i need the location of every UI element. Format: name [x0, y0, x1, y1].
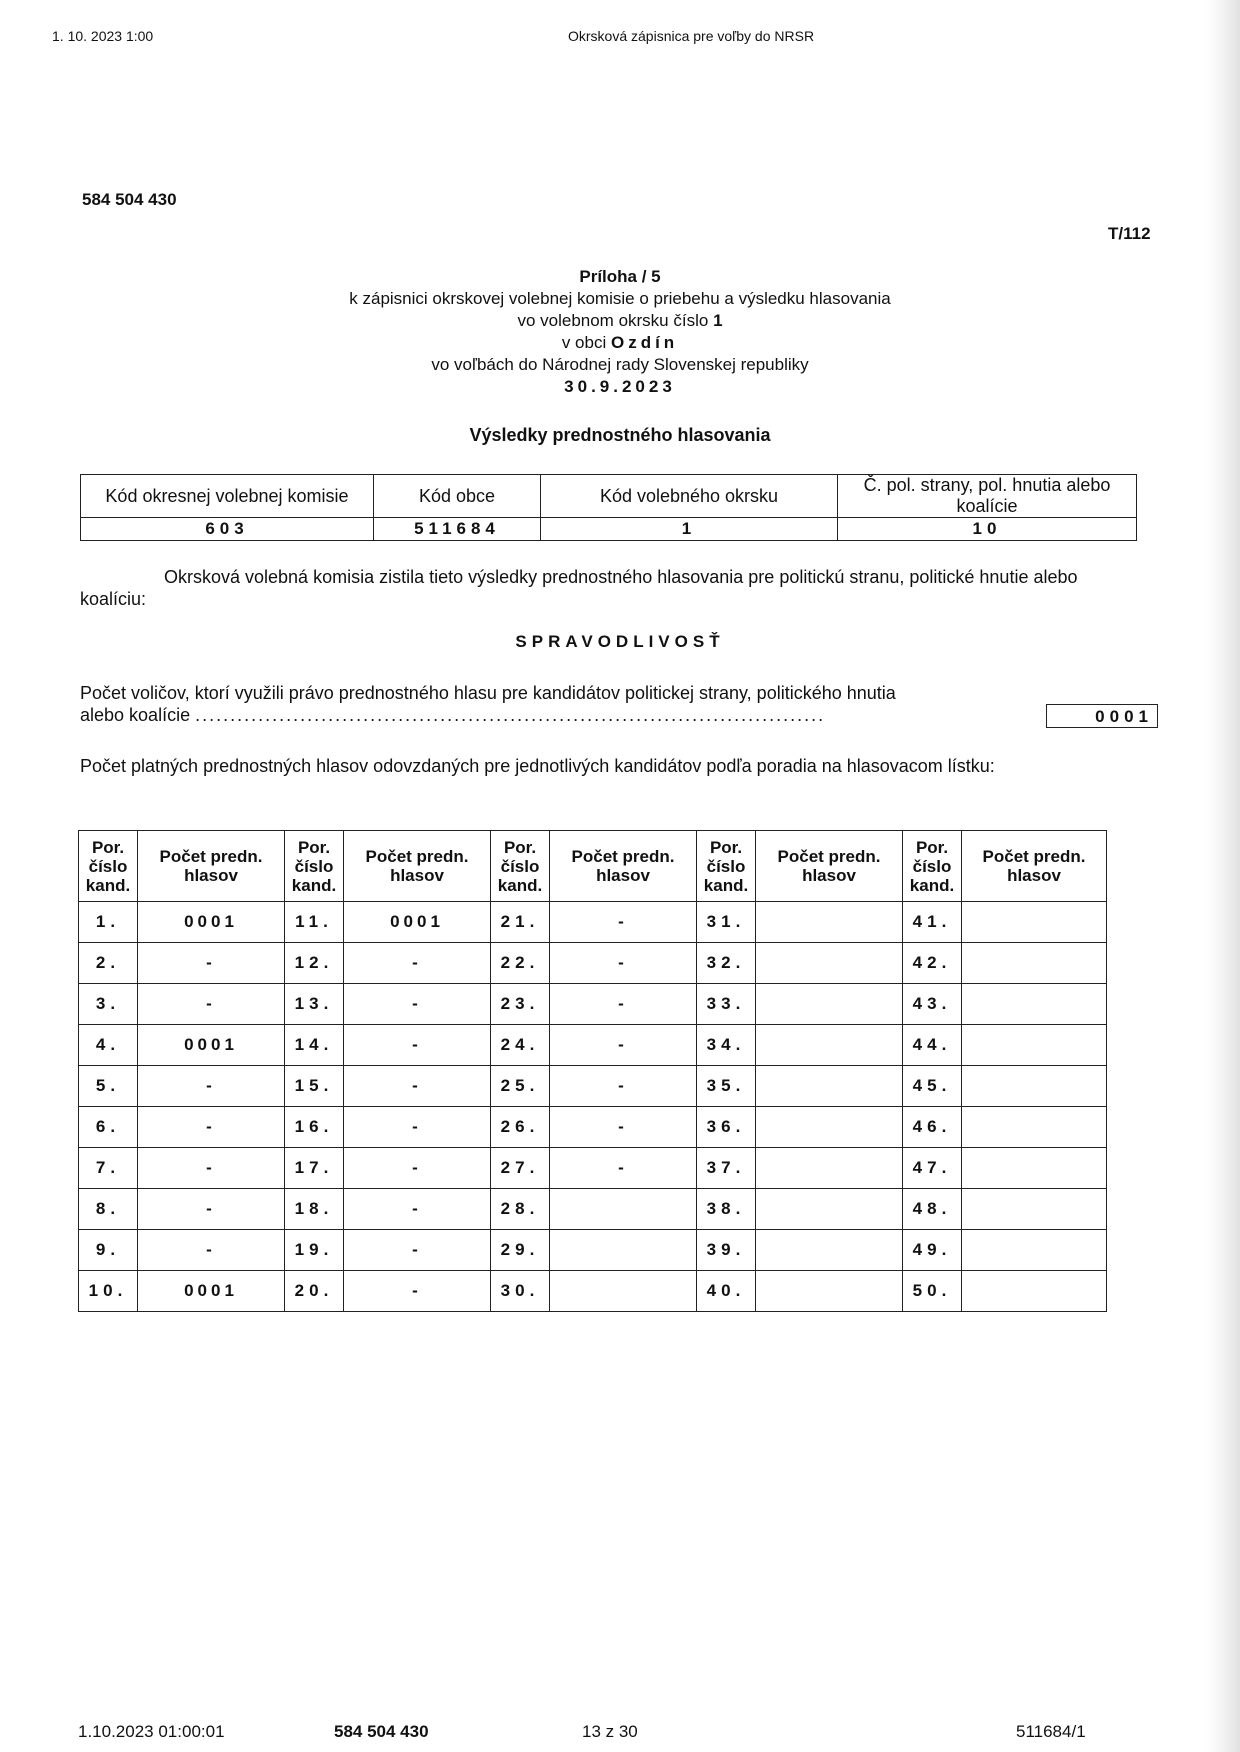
- candidate-number: 33.: [697, 984, 756, 1025]
- candidate-votes: -: [344, 943, 491, 984]
- table-row: [79, 984, 1107, 1025]
- candidate-votes: -: [550, 1066, 697, 1107]
- candidate-number: 30.: [491, 1271, 550, 1312]
- candidate-number: 5.: [79, 1066, 138, 1107]
- candidate-votes: -: [550, 1148, 697, 1189]
- candidate-number: 16.: [285, 1107, 344, 1148]
- candidate-votes: -: [344, 984, 491, 1025]
- header-candidate-number-line: Por.: [297, 837, 331, 857]
- candidate-number: 32.: [697, 943, 756, 984]
- candidate-votes: -: [138, 1230, 285, 1271]
- candidate-votes: -: [550, 902, 697, 943]
- candidate-votes: [962, 1148, 1107, 1189]
- header-preferential-votes: [344, 831, 491, 902]
- header-candidate-number-line: kand.: [909, 875, 955, 895]
- header-preferential-votes: [962, 831, 1107, 902]
- candidate-votes: 0001: [138, 902, 285, 943]
- voters-line-2: [80, 704, 1010, 726]
- candidate-number: 25.: [491, 1066, 550, 1107]
- header-preferential-votes-line: hlasov: [802, 866, 856, 885]
- candidate-votes: 0001: [138, 1025, 285, 1066]
- header-timestamp: 1. 10. 2023 1:00: [52, 28, 154, 44]
- candidate-votes: [962, 1189, 1107, 1230]
- header-candidate-number-line: Por.: [503, 837, 537, 857]
- table-row: [79, 1025, 1107, 1066]
- candidate-votes: -: [344, 1271, 491, 1312]
- table-row: [79, 1148, 1107, 1189]
- header-candidate-number-line: kand.: [703, 875, 749, 895]
- header-preferential-votes-line: hlasov: [390, 866, 444, 885]
- header-preferential-votes-line: hlasov: [184, 866, 238, 885]
- candidate-number: 1.: [79, 902, 138, 943]
- candidates-body: [79, 902, 1107, 1312]
- candidate-number: 24.: [491, 1025, 550, 1066]
- footer-page-number: 13 z 30: [582, 1722, 638, 1741]
- candidate-number: 15.: [285, 1066, 344, 1107]
- candidate-number: 34.: [697, 1025, 756, 1066]
- candidate-number: 13.: [285, 984, 344, 1025]
- candidate-number: 31.: [697, 902, 756, 943]
- header-candidate-number: [285, 831, 344, 902]
- header-candidate-number-line: číslo: [706, 856, 746, 876]
- candidate-votes: -: [550, 1025, 697, 1066]
- district-number: 1: [713, 311, 723, 330]
- voters-line-1: Počet voličov, ktorí využili právo prednostného hlasu pre kandidátov politickej strany, politického hnutia: [80, 683, 896, 703]
- candidate-number: 41.: [903, 902, 962, 943]
- candidate-votes: [756, 1107, 903, 1148]
- candidate-number: 44.: [903, 1025, 962, 1066]
- candidate-votes: [756, 1148, 903, 1189]
- candidate-number: 14.: [285, 1025, 344, 1066]
- candidate-votes: [756, 902, 903, 943]
- header-preferential-votes-line: Počet predn.: [777, 847, 881, 866]
- candidate-number: 7.: [79, 1148, 138, 1189]
- candidate-votes: [962, 1025, 1107, 1066]
- candidate-votes: [550, 1271, 697, 1312]
- codes-header-party-number: Č. pol. strany, pol. hnutia alebo koalície: [838, 475, 1137, 518]
- footer-document-code: 584 504 430: [334, 1722, 429, 1741]
- header-candidate-number-line: Por.: [915, 837, 949, 857]
- candidate-votes: 0001: [138, 1271, 285, 1312]
- table-row: [79, 1189, 1107, 1230]
- candidate-votes: [756, 1230, 903, 1271]
- voters-line-2-text: alebo koalície: [80, 705, 191, 725]
- candidate-number: 40.: [697, 1271, 756, 1312]
- candidate-votes: -: [138, 1066, 285, 1107]
- candidate-votes: [550, 1189, 697, 1230]
- header-candidate-number-line: kand.: [85, 875, 131, 895]
- candidate-number: 6.: [79, 1107, 138, 1148]
- header-preferential-votes-line: hlasov: [596, 866, 650, 885]
- table-row: [79, 902, 1107, 943]
- votes-intro: Počet platných prednostných hlasov odovzdaných pre jednotlivých kandidátov podľa poradia na hlasovacom lístku:: [80, 756, 995, 776]
- header-preferential-votes-line: hlasov: [1007, 866, 1061, 885]
- candidate-votes: -: [344, 1230, 491, 1271]
- header-preferential-votes-line: Počet predn.: [365, 847, 469, 866]
- candidate-votes: -: [138, 984, 285, 1025]
- candidate-number: 47.: [903, 1148, 962, 1189]
- title-line-4: [0, 332, 1240, 354]
- candidate-number: 26.: [491, 1107, 550, 1148]
- candidate-number: 50.: [903, 1271, 962, 1312]
- header-preferential-votes: [138, 831, 285, 902]
- candidate-votes: [962, 1271, 1107, 1312]
- candidate-number: 19.: [285, 1230, 344, 1271]
- header-preferential-votes-line: Počet predn.: [571, 847, 675, 866]
- candidate-votes: [756, 1066, 903, 1107]
- election-date: 30.9.2023: [564, 377, 676, 396]
- municipality-label: v obci: [561, 333, 607, 352]
- candidate-votes: -: [138, 1189, 285, 1230]
- candidate-votes: -: [550, 943, 697, 984]
- candidate-number: 11.: [285, 902, 344, 943]
- candidate-votes: [756, 1271, 903, 1312]
- section-subtitle: Výsledky prednostného hlasovania: [469, 425, 771, 445]
- candidate-number: 4.: [79, 1025, 138, 1066]
- candidate-votes: -: [550, 984, 697, 1025]
- candidate-number: 20.: [285, 1271, 344, 1312]
- candidates-table: [78, 830, 1107, 1312]
- candidate-number: 37.: [697, 1148, 756, 1189]
- candidate-number: 35.: [697, 1066, 756, 1107]
- candidate-votes: [962, 1066, 1107, 1107]
- candidate-votes: [962, 902, 1107, 943]
- candidate-votes: [756, 984, 903, 1025]
- candidate-number: 46.: [903, 1107, 962, 1148]
- candidate-votes: -: [344, 1189, 491, 1230]
- candidate-number: 28.: [491, 1189, 550, 1230]
- candidate-number: 12.: [285, 943, 344, 984]
- codes-value-district-committee: 603: [81, 518, 374, 541]
- dot-leader: ..........................................................................................: [195, 705, 826, 725]
- header-candidate-number-line: číslo: [912, 856, 952, 876]
- candidate-number: 38.: [697, 1189, 756, 1230]
- candidate-votes: [756, 1025, 903, 1066]
- candidate-number: 45.: [903, 1066, 962, 1107]
- header-candidate-number: [491, 831, 550, 902]
- candidate-number: 48.: [903, 1189, 962, 1230]
- candidate-votes: -: [344, 1148, 491, 1189]
- candidate-votes: [962, 984, 1107, 1025]
- candidate-votes: [756, 943, 903, 984]
- codes-value-municipality: 511684: [374, 518, 541, 541]
- title-line-2: k zápisnici okrskovej volebnej komisie o priebehu a výsledku hlasovania: [349, 289, 891, 308]
- title-block: [0, 266, 1240, 398]
- candidate-votes: -: [550, 1107, 697, 1148]
- candidate-votes: [962, 1107, 1107, 1148]
- candidate-votes: -: [138, 943, 285, 984]
- table-row: [79, 1066, 1107, 1107]
- footer-timestamp: 1.10.2023 01:00:01: [78, 1722, 225, 1741]
- voters-text: [80, 682, 1010, 726]
- candidate-number: 8.: [79, 1189, 138, 1230]
- codes-value-party-number: 10: [838, 518, 1137, 541]
- district-label: vo volebnom okrsku číslo: [517, 311, 709, 330]
- candidate-votes: -: [138, 1148, 285, 1189]
- voters-count: 0001: [1046, 704, 1158, 728]
- header-title: Okrsková zápisnica pre voľby do NRSR: [568, 28, 815, 44]
- candidate-number: 22.: [491, 943, 550, 984]
- candidate-number: 49.: [903, 1230, 962, 1271]
- header-preferential-votes: [756, 831, 903, 902]
- scan-edge-shadow: [1206, 0, 1240, 1752]
- header-candidate-number: [697, 831, 756, 902]
- municipality-name: Ozdín: [610, 333, 679, 352]
- header-candidate-number-line: číslo: [294, 856, 334, 876]
- table-row: [79, 1271, 1107, 1312]
- header-candidate-number-line: číslo: [500, 856, 540, 876]
- candidate-number: 18.: [285, 1189, 344, 1230]
- codes-header-district-committee: Kód okresnej volebnej komisie: [81, 475, 374, 518]
- candidate-number: 9.: [79, 1230, 138, 1271]
- header-candidate-number-line: číslo: [88, 856, 128, 876]
- document-code: 584 504 430: [82, 190, 177, 209]
- codes-table: [80, 474, 1137, 541]
- codes-header-municipality: Kód obce: [374, 475, 541, 518]
- candidate-votes: [962, 943, 1107, 984]
- title-line-5: vo voľbách do Národnej rady Slovenskej republiky: [431, 355, 809, 374]
- candidate-number: 2.: [79, 943, 138, 984]
- candidate-number: 10.: [79, 1271, 138, 1312]
- candidate-number: 29.: [491, 1230, 550, 1271]
- header-preferential-votes-line: Počet predn.: [159, 847, 263, 866]
- candidate-number: 43.: [903, 984, 962, 1025]
- candidate-number: 39.: [697, 1230, 756, 1271]
- header-candidate-number-line: kand.: [291, 875, 337, 895]
- candidate-votes: [756, 1189, 903, 1230]
- table-row: [79, 1107, 1107, 1148]
- footer-reference: 511684/1: [1016, 1722, 1086, 1741]
- header-preferential-votes-line: Počet predn.: [982, 847, 1086, 866]
- header-candidate-number-line: Por.: [91, 837, 125, 857]
- candidate-number: 17.: [285, 1148, 344, 1189]
- party-name: SPRAVODLIVOSŤ: [515, 632, 725, 651]
- header-candidate-number: [79, 831, 138, 902]
- title-line-3: [0, 310, 1240, 332]
- header-preferential-votes: [550, 831, 697, 902]
- candidate-votes: [962, 1230, 1107, 1271]
- codes-header-polling-district: Kód volebného okrsku: [541, 475, 838, 518]
- candidate-votes: [550, 1230, 697, 1271]
- table-row: [79, 943, 1107, 984]
- candidate-votes: -: [344, 1066, 491, 1107]
- candidate-number: 27.: [491, 1148, 550, 1189]
- candidate-number: 23.: [491, 984, 550, 1025]
- form-code: T/112: [1108, 224, 1151, 243]
- attachment-title: Príloha / 5: [579, 267, 661, 286]
- candidate-number: 21.: [491, 902, 550, 943]
- candidate-number: 36.: [697, 1107, 756, 1148]
- candidate-votes: 0001: [344, 902, 491, 943]
- candidate-votes: -: [138, 1107, 285, 1148]
- candidates-header-row: [79, 831, 1107, 902]
- candidate-votes: -: [344, 1107, 491, 1148]
- candidate-votes: -: [344, 1025, 491, 1066]
- candidate-number: 3.: [79, 984, 138, 1025]
- candidate-number: 42.: [903, 943, 962, 984]
- header-candidate-number-line: Por.: [709, 837, 743, 857]
- header-candidate-number-line: kand.: [497, 875, 543, 895]
- table-row: [79, 1230, 1107, 1271]
- codes-value-polling-district: 1: [541, 518, 838, 541]
- intro-paragraph: Okrsková volebná komisia zistila tieto výsledky prednostného hlasovania pre politickú stranu, politické hnutie alebo koalíciu:: [80, 567, 1078, 609]
- header-candidate-number: [903, 831, 962, 902]
